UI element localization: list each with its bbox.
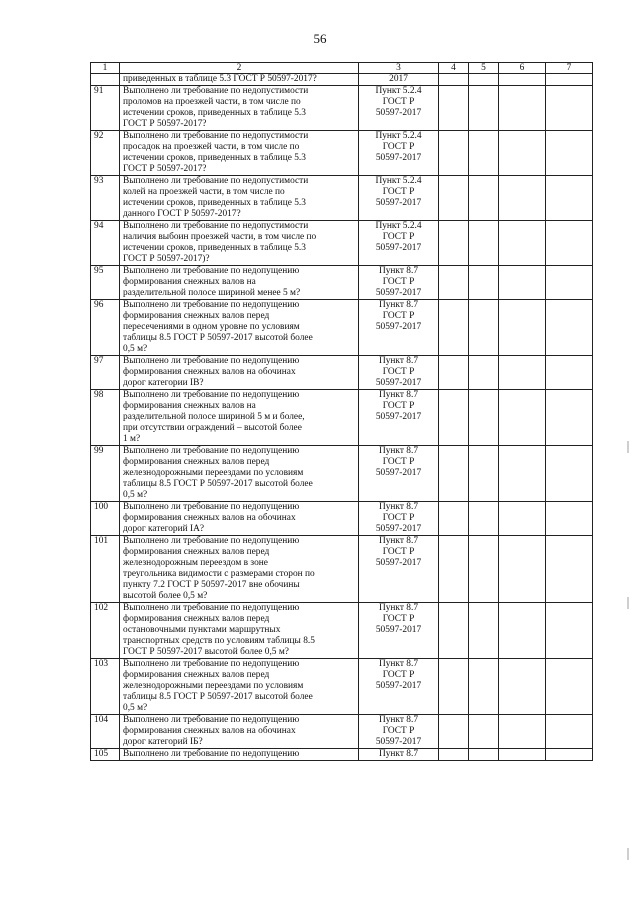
- row-number: [91, 749, 120, 761]
- row-empty-cell: [439, 131, 469, 176]
- row-empty-cell: [439, 356, 469, 390]
- row-reference: [359, 659, 439, 715]
- row-number-text: 97: [94, 356, 104, 366]
- table-row: [91, 221, 593, 266]
- row-number-text: 103: [94, 659, 109, 669]
- row-empty-cell: [546, 603, 593, 659]
- row-empty-cell: [499, 356, 546, 390]
- row-reference-text: Пункт 8.7 ГОСТ Р 50597-2017: [375, 502, 422, 534]
- row-reference-text: 2017: [389, 74, 408, 84]
- table-row: [91, 446, 593, 502]
- row-question-text: Выполнено ли требование по недопущению формирования снежных валов перед железнодорожными переездами по условиям таблицы 8.5 ГОСТ Р 50597-2017 высотой более 0,5 м?: [123, 659, 313, 713]
- row-empty-cell: [546, 356, 593, 390]
- row-question: [120, 300, 359, 356]
- row-question-text: Выполнено ли требование по недопущению: [123, 749, 300, 759]
- scan-artifact: [627, 848, 629, 860]
- row-reference-text: Пункт 8.7 ГОСТ Р 50597-2017: [375, 603, 422, 635]
- row-number: [91, 86, 120, 131]
- row-question-text: Выполнено ли требование по недопустимости наличия выбоин проезжей части, в том числе по истечении сроков, приведенных в таблице 5.3 ГОСТ Р 50597-2017)?: [123, 221, 317, 264]
- table-row: [91, 131, 593, 176]
- header-cell: 7: [546, 63, 593, 74]
- row-empty-cell: [439, 603, 469, 659]
- row-reference-text: Пункт 8.7 ГОСТ Р 50597-2017: [375, 659, 422, 691]
- row-empty-cell: [439, 176, 469, 221]
- row-empty-cell: [469, 131, 499, 176]
- header-cell: 5: [469, 63, 499, 74]
- row-reference: [359, 446, 439, 502]
- row-number-text: 101: [94, 536, 109, 546]
- row-question: [120, 266, 359, 300]
- row-question-text: Выполнено ли требование по недопустимости колей на проезжей части, в том числе по истечении сроков, приведенных в таблице 5.3 данного ГОСТ Р 50597-2017?: [123, 176, 309, 219]
- row-question-text: Выполнено ли требование по недопущению формирования снежных валов перед железнодорожными переездами по условиям таблицы 8.5 ГОСТ Р 50597-2017 высотой более 0,5 м?: [123, 446, 313, 500]
- row-question-text: Выполнено ли требование по недопущению формирования снежных валов на обочинах дорог категорий IA?: [123, 502, 300, 534]
- row-empty-cell: [469, 300, 499, 356]
- row-empty-cell: [546, 502, 593, 536]
- table-row: [91, 74, 593, 86]
- row-question: [120, 659, 359, 715]
- scan-artifact: [627, 597, 629, 609]
- row-reference: [359, 176, 439, 221]
- row-number: [91, 715, 120, 749]
- row-empty-cell: [469, 446, 499, 502]
- row-empty-cell: [469, 221, 499, 266]
- row-number-text: 94: [94, 221, 104, 231]
- checklist-table: [90, 62, 593, 761]
- row-reference: [359, 356, 439, 390]
- row-question: [120, 74, 359, 86]
- row-empty-cell: [439, 749, 469, 761]
- row-empty-cell: [546, 221, 593, 266]
- row-empty-cell: [499, 176, 546, 221]
- row-question: [120, 536, 359, 603]
- row-empty-cell: [469, 749, 499, 761]
- row-number-text: 105: [94, 749, 109, 759]
- row-reference: [359, 749, 439, 761]
- row-empty-cell: [469, 390, 499, 446]
- row-number: [91, 356, 120, 390]
- row-reference-text: Пункт 8.7: [378, 749, 419, 759]
- row-empty-cell: [546, 659, 593, 715]
- table-row: [91, 603, 593, 659]
- row-reference: [359, 221, 439, 266]
- table-row: [91, 749, 593, 761]
- row-number: [91, 446, 120, 502]
- row-reference-text: Пункт 8.7 ГОСТ Р 50597-2017: [375, 446, 422, 478]
- table-row: [91, 390, 593, 446]
- row-empty-cell: [499, 659, 546, 715]
- row-empty-cell: [439, 659, 469, 715]
- row-number-text: 100: [94, 502, 109, 512]
- row-empty-cell: [439, 74, 469, 86]
- table-row: [91, 502, 593, 536]
- table-row: [91, 266, 593, 300]
- row-empty-cell: [546, 266, 593, 300]
- row-question: [120, 356, 359, 390]
- row-reference: [359, 603, 439, 659]
- row-reference: [359, 536, 439, 603]
- row-empty-cell: [439, 390, 469, 446]
- page-number: 56: [313, 31, 327, 46]
- row-number-text: 98: [94, 390, 104, 400]
- row-number-text: 96: [94, 300, 104, 310]
- row-question-text: Выполнено ли требование по недопущению формирования снежных валов на обочинах дорог категории IB?: [123, 356, 300, 388]
- row-reference: [359, 86, 439, 131]
- table-row: [91, 176, 593, 221]
- row-number-text: 102: [94, 603, 109, 613]
- row-empty-cell: [469, 74, 499, 86]
- row-number-text: 92: [94, 131, 104, 141]
- table-row: [91, 356, 593, 390]
- row-empty-cell: [499, 536, 546, 603]
- row-empty-cell: [499, 266, 546, 300]
- header-row: [91, 63, 593, 74]
- row-number-text: 99: [94, 446, 104, 456]
- row-empty-cell: [546, 536, 593, 603]
- row-question: [120, 176, 359, 221]
- scan-artifact: [627, 441, 629, 453]
- row-empty-cell: [469, 536, 499, 603]
- row-empty-cell: [469, 603, 499, 659]
- row-empty-cell: [469, 715, 499, 749]
- row-empty-cell: [499, 502, 546, 536]
- row-reference-text: Пункт 8.7 ГОСТ Р 50597-2017: [375, 300, 422, 332]
- table-row: [91, 86, 593, 131]
- row-reference-text: Пункт 5.2.4 ГОСТ Р 50597-2017: [375, 176, 422, 208]
- row-number-text: 104: [94, 715, 109, 725]
- row-empty-cell: [469, 86, 499, 131]
- row-number: [91, 603, 120, 659]
- row-empty-cell: [546, 715, 593, 749]
- row-reference: [359, 715, 439, 749]
- table-row: [91, 715, 593, 749]
- row-question: [120, 749, 359, 761]
- row-reference-text: Пункт 5.2.4 ГОСТ Р 50597-2017: [375, 131, 422, 163]
- row-number: [91, 74, 120, 86]
- row-empty-cell: [439, 715, 469, 749]
- row-question: [120, 502, 359, 536]
- row-empty-cell: [439, 502, 469, 536]
- row-question-text: Выполнено ли требование по недопущению формирования снежных валов перед пересечениями в одном уровне по условиям таблицы 8.5 ГОСТ Р 50597-2017 высотой более 0,5 м?: [123, 300, 313, 354]
- row-empty-cell: [439, 86, 469, 131]
- header-cell: 6: [499, 63, 546, 74]
- row-question: [120, 715, 359, 749]
- row-empty-cell: [439, 300, 469, 356]
- row-number: [91, 221, 120, 266]
- row-number: [91, 266, 120, 300]
- row-number: [91, 390, 120, 446]
- row-reference-text: Пункт 8.7 ГОСТ Р 50597-2017: [375, 266, 422, 298]
- row-empty-cell: [546, 390, 593, 446]
- row-empty-cell: [546, 131, 593, 176]
- row-reference-text: Пункт 8.7 ГОСТ Р 50597-2017: [375, 536, 422, 568]
- row-question-text: приведенных в таблице 5.3 ГОСТ Р 50597-2017?: [123, 74, 317, 84]
- row-question-text: Выполнено ли требование по недопустимости просадок на проезжей части, в том числе по истечении сроков, приведенных в таблице 5.3 ГОСТ Р 50597-2017?: [123, 131, 309, 174]
- row-reference-text: Пункт 5.2.4 ГОСТ Р 50597-2017: [375, 86, 422, 118]
- row-empty-cell: [499, 131, 546, 176]
- header-cell: 2: [120, 63, 359, 74]
- row-number-text: 91: [94, 86, 104, 96]
- row-reference: [359, 300, 439, 356]
- row-empty-cell: [439, 266, 469, 300]
- row-question-text: Выполнено ли требование по недопущению формирования снежных валов на обочинах дорог категорий IБ?: [123, 715, 300, 747]
- row-reference-text: Пункт 5.2.4 ГОСТ Р 50597-2017: [375, 221, 422, 253]
- row-question: [120, 446, 359, 502]
- row-question-text: Выполнено ли требование по недопущению формирования снежных валов на разделительной полосе шириной 5 м и более, при отсутствии ограждений – высотой более 1 м?: [123, 390, 305, 444]
- row-empty-cell: [499, 749, 546, 761]
- table-row: [91, 536, 593, 603]
- row-empty-cell: [499, 446, 546, 502]
- row-reference: [359, 266, 439, 300]
- row-question: [120, 603, 359, 659]
- row-empty-cell: [469, 659, 499, 715]
- row-number: [91, 176, 120, 221]
- row-reference: [359, 390, 439, 446]
- row-reference: [359, 131, 439, 176]
- row-reference-text: Пункт 8.7 ГОСТ Р 50597-2017: [375, 356, 422, 388]
- row-question-text: Выполнено ли требование по недопустимости проломов на проезжей части, в том числе по истечении сроков, приведенных в таблице 5.3 ГОСТ Р 50597-2017?: [123, 86, 309, 129]
- row-empty-cell: [546, 74, 593, 86]
- row-number: [91, 131, 120, 176]
- row-empty-cell: [546, 176, 593, 221]
- row-empty-cell: [499, 715, 546, 749]
- row-empty-cell: [499, 603, 546, 659]
- row-empty-cell: [469, 502, 499, 536]
- row-empty-cell: [499, 221, 546, 266]
- row-question-text: Выполнено ли требование по недопущению формирования снежных валов перед железнодорожным переездом в зоне треугольника видимости с размерами сторон по пункту 7.2 ГОСТ Р 50597-2017 вне обочины высотой более 0,5 м?: [123, 536, 315, 601]
- row-empty-cell: [439, 446, 469, 502]
- row-empty-cell: [469, 266, 499, 300]
- row-question-text: Выполнено ли требование по недопущению формирования снежных валов перед остановочными пунктами маршрутных транспортных средств по условиям таблицы 8.5 ГОСТ Р 50597-2017 высотой более 0,5 м?: [123, 603, 315, 657]
- row-reference: [359, 74, 439, 86]
- row-empty-cell: [469, 356, 499, 390]
- row-number-text: 95: [94, 266, 104, 276]
- row-empty-cell: [499, 74, 546, 86]
- row-question: [120, 221, 359, 266]
- table-row: [91, 300, 593, 356]
- table-row: [91, 659, 593, 715]
- row-reference-text: Пункт 8.7 ГОСТ Р 50597-2017: [375, 715, 422, 747]
- header-cell: 1: [91, 63, 120, 74]
- row-question: [120, 86, 359, 131]
- row-reference: [359, 502, 439, 536]
- row-empty-cell: [499, 86, 546, 131]
- row-empty-cell: [469, 176, 499, 221]
- row-number-text: 93: [94, 176, 104, 186]
- row-empty-cell: [499, 390, 546, 446]
- row-empty-cell: [499, 300, 546, 356]
- row-empty-cell: [546, 446, 593, 502]
- header-cell: 4: [439, 63, 469, 74]
- row-reference-text: Пункт 8.7 ГОСТ Р 50597-2017: [375, 390, 422, 422]
- row-number: [91, 502, 120, 536]
- row-empty-cell: [439, 221, 469, 266]
- row-empty-cell: [546, 86, 593, 131]
- row-question-text: Выполнено ли требование по недопущению формирования снежных валов на разделительной полосе шириной менее 5 м?: [123, 266, 301, 298]
- row-question: [120, 390, 359, 446]
- row-empty-cell: [546, 749, 593, 761]
- row-number: [91, 300, 120, 356]
- row-empty-cell: [546, 300, 593, 356]
- header-cell: 3: [359, 63, 439, 74]
- row-question: [120, 131, 359, 176]
- row-number: [91, 536, 120, 603]
- row-number: [91, 659, 120, 715]
- row-empty-cell: [439, 536, 469, 603]
